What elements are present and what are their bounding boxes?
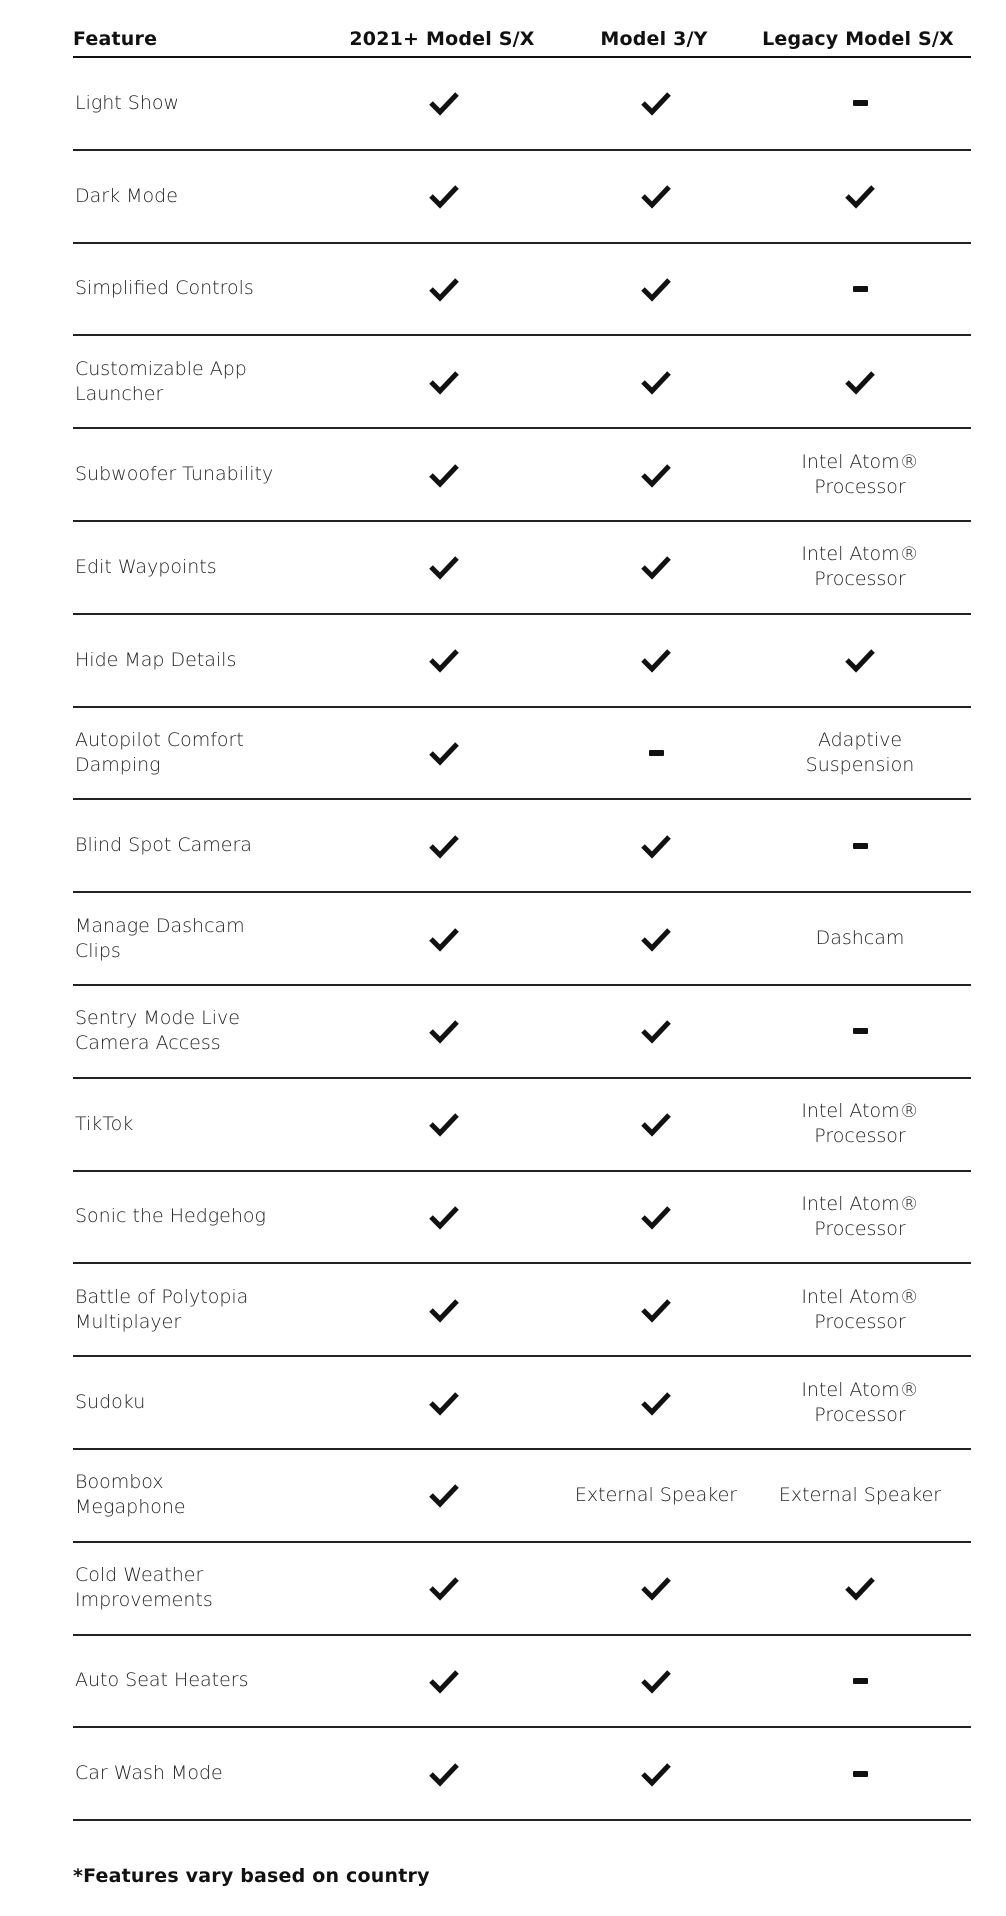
- feature-label: Light Show: [75, 91, 180, 114]
- table-row: [73, 429, 971, 522]
- cell-legacy-model-sx: [749, 1099, 971, 1149]
- cell-2021-model-sx: [325, 554, 563, 580]
- cell-2021-model-sx: [325, 1204, 563, 1230]
- checkmark-icon: [428, 369, 460, 395]
- table-row: [73, 708, 971, 801]
- table-row: [73, 1172, 971, 1265]
- cell-model-3y: [563, 183, 749, 209]
- feature-label: TikTok: [75, 1112, 134, 1135]
- checkmark-icon: [428, 1482, 460, 1508]
- table-row: [73, 1543, 971, 1636]
- feature-cell: [73, 1761, 325, 1786]
- cell-2021-model-sx: [325, 1482, 563, 1508]
- cell-model-3y: [563, 1297, 749, 1323]
- cell-model-3y: [563, 1761, 749, 1787]
- checkmark-icon: [428, 90, 460, 116]
- table-body: [73, 58, 971, 1821]
- checkmark-icon: [640, 369, 672, 395]
- feature-cell: [73, 184, 325, 209]
- feature-label: Dark Mode: [75, 184, 178, 207]
- feature-label: Autopilot Comfort Damping: [75, 728, 244, 776]
- cell-model-3y: [563, 750, 749, 756]
- table-row: [73, 336, 971, 429]
- header-2021-model-sx: 2021+ Model S/X: [349, 28, 535, 50]
- feature-cell: [73, 357, 325, 407]
- feature-cell: [73, 728, 325, 778]
- cell-legacy-model-sx: [749, 1028, 971, 1034]
- checkmark-icon: [844, 1575, 876, 1601]
- feature-label: Subwoofer Tunability: [75, 463, 274, 486]
- feature-cell: [73, 648, 325, 673]
- dash-icon: [853, 100, 868, 106]
- cell-legacy-model-sx: [749, 100, 971, 106]
- cell-model-3y: [563, 276, 749, 302]
- cell-model-3y: [563, 462, 749, 488]
- feature-label: Blind Spot Camera: [75, 834, 252, 857]
- checkmark-icon: [640, 462, 672, 488]
- feature-label: Manage Dashcam Clips: [75, 914, 245, 962]
- cell-text: Intel Atom® Processor: [801, 1378, 919, 1426]
- cell-2021-model-sx: [325, 183, 563, 209]
- cell-2021-model-sx: [325, 740, 563, 766]
- feature-cell: [73, 462, 325, 487]
- cell-legacy-model-sx: [749, 647, 971, 673]
- cell-2021-model-sx: [325, 833, 563, 859]
- cell-2021-model-sx: [325, 1018, 563, 1044]
- cell-2021-model-sx: [325, 1668, 563, 1694]
- checkmark-icon: [844, 369, 876, 395]
- checkmark-icon: [428, 1111, 460, 1137]
- cell-legacy-model-sx: [749, 286, 971, 292]
- checkmark-icon: [428, 1204, 460, 1230]
- checkmark-icon: [844, 183, 876, 209]
- cell-2021-model-sx: [325, 1111, 563, 1137]
- feature-label: Car Wash Mode: [75, 1762, 223, 1785]
- cell-legacy-model-sx: [749, 843, 971, 849]
- cell-legacy-model-sx: [749, 1285, 971, 1335]
- checkmark-icon: [428, 183, 460, 209]
- cell-2021-model-sx: [325, 369, 563, 395]
- cell-model-3y: [563, 1668, 749, 1694]
- table-row: [73, 151, 971, 244]
- cell-2021-model-sx: [325, 1575, 563, 1601]
- checkmark-icon: [428, 1668, 460, 1694]
- cell-legacy-model-sx: [749, 728, 971, 778]
- table-row: [73, 244, 971, 337]
- table-row: [73, 58, 971, 151]
- checkmark-icon: [640, 1390, 672, 1416]
- cell-text: External Speaker: [574, 1484, 738, 1507]
- cell-2021-model-sx: [325, 926, 563, 952]
- checkmark-icon: [428, 276, 460, 302]
- header-feature: Feature: [73, 27, 158, 50]
- cell-model-3y: [563, 926, 749, 952]
- cell-text: External Speaker: [778, 1483, 942, 1506]
- table-row: [73, 986, 971, 1079]
- cell-2021-model-sx: [325, 276, 563, 302]
- checkmark-icon: [640, 276, 672, 302]
- checkmark-icon: [428, 833, 460, 859]
- checkmark-icon: [428, 1297, 460, 1323]
- feature-cell: [73, 276, 325, 301]
- checkmark-icon: [640, 1204, 672, 1230]
- cell-2021-model-sx: [325, 462, 563, 488]
- cell-text: Adaptive Suspension: [805, 728, 915, 776]
- cell-legacy-model-sx: [749, 450, 971, 500]
- checkmark-icon: [640, 926, 672, 952]
- cell-model-3y: [563, 833, 749, 859]
- cell-model-3y: [563, 90, 749, 116]
- cell-2021-model-sx: [325, 1390, 563, 1416]
- cell-text: Intel Atom® Processor: [801, 1192, 919, 1240]
- cell-2021-model-sx: [325, 647, 563, 673]
- checkmark-icon: [640, 1761, 672, 1787]
- cell-legacy-model-sx: [749, 542, 971, 592]
- checkmark-icon: [640, 1575, 672, 1601]
- checkmark-icon: [844, 647, 876, 673]
- dash-icon: [853, 286, 868, 292]
- feature-label: Cold Weather Improvements: [75, 1564, 213, 1612]
- checkmark-icon: [428, 1761, 460, 1787]
- cell-legacy-model-sx: [749, 1483, 971, 1508]
- feature-cell: [73, 1390, 325, 1415]
- table-header: [73, 22, 971, 58]
- checkmark-icon: [640, 647, 672, 673]
- cell-legacy-model-sx: [749, 183, 971, 209]
- cell-legacy-model-sx: [749, 926, 971, 951]
- dash-icon: [853, 1771, 868, 1777]
- cell-legacy-model-sx: [749, 1575, 971, 1601]
- checkmark-icon: [428, 1575, 460, 1601]
- cell-model-3y: [563, 1484, 749, 1506]
- feature-cell: [73, 1112, 325, 1137]
- cell-text: Intel Atom® Processor: [801, 1100, 919, 1148]
- checkmark-icon: [428, 554, 460, 580]
- feature-cell: [73, 914, 325, 964]
- checkmark-icon: [428, 740, 460, 766]
- feature-comparison-table: [73, 22, 971, 1821]
- table-row: [73, 1079, 971, 1172]
- checkmark-icon: [428, 1390, 460, 1416]
- table-row: [73, 1264, 971, 1357]
- feature-label: Simplified Controls: [75, 277, 254, 300]
- feature-cell: [73, 1204, 325, 1229]
- cell-model-3y: [563, 1390, 749, 1416]
- feature-cell: [73, 1668, 325, 1693]
- cell-model-3y: [563, 369, 749, 395]
- checkmark-icon: [428, 462, 460, 488]
- cell-model-3y: [563, 1204, 749, 1230]
- feature-label: Customizable App Launcher: [75, 357, 247, 405]
- cell-legacy-model-sx: [749, 1192, 971, 1242]
- dash-icon: [649, 750, 664, 756]
- feature-label: Boombox Megaphone: [75, 1471, 186, 1519]
- feature-label: Sonic the Hedgehog: [75, 1205, 266, 1228]
- checkmark-icon: [640, 1111, 672, 1137]
- cell-model-3y: [563, 1018, 749, 1044]
- cell-model-3y: [563, 1575, 749, 1601]
- feature-cell: [73, 1563, 325, 1613]
- feature-label: Edit Waypoints: [75, 555, 217, 578]
- cell-2021-model-sx: [325, 1761, 563, 1787]
- checkmark-icon: [640, 90, 672, 116]
- table-row: [73, 1636, 971, 1729]
- feature-cell: [73, 555, 325, 580]
- table-row: [73, 1450, 971, 1543]
- feature-cell: [73, 1006, 325, 1056]
- cell-legacy-model-sx: [749, 1378, 971, 1428]
- feature-label: Hide Map Details: [75, 648, 237, 671]
- feature-label: Auto Seat Heaters: [75, 1669, 249, 1692]
- cell-text: Intel Atom® Processor: [801, 543, 919, 591]
- cell-legacy-model-sx: [749, 369, 971, 395]
- feature-label: Sentry Mode Live Camera Access: [75, 1007, 240, 1055]
- checkmark-icon: [640, 183, 672, 209]
- feature-cell: [73, 1285, 325, 1335]
- table-row: [73, 1357, 971, 1450]
- cell-model-3y: [563, 647, 749, 673]
- cell-text: Intel Atom® Processor: [801, 1285, 919, 1333]
- feature-label: Battle of Polytopia Multiplayer: [75, 1285, 249, 1333]
- checkmark-icon: [640, 1297, 672, 1323]
- checkmark-icon: [428, 647, 460, 673]
- feature-cell: [73, 91, 325, 116]
- checkmark-icon: [640, 554, 672, 580]
- dash-icon: [853, 843, 868, 849]
- cell-text: Intel Atom® Processor: [801, 450, 919, 498]
- cell-2021-model-sx: [325, 1297, 563, 1323]
- feature-cell: [73, 833, 325, 858]
- checkmark-icon: [428, 926, 460, 952]
- table-row: [73, 800, 971, 893]
- cell-legacy-model-sx: [749, 1678, 971, 1684]
- table-row: [73, 615, 971, 708]
- cell-model-3y: [563, 1111, 749, 1137]
- checkmark-icon: [640, 1668, 672, 1694]
- header-legacy-model-sx: Legacy Model S/X: [762, 27, 954, 50]
- feature-cell: [73, 1470, 325, 1520]
- feature-label: Sudoku: [75, 1391, 146, 1414]
- dash-icon: [853, 1678, 868, 1684]
- cell-2021-model-sx: [325, 90, 563, 116]
- header-model-3y: Model 3/Y: [600, 28, 708, 50]
- cell-model-3y: [563, 554, 749, 580]
- checkmark-icon: [428, 1018, 460, 1044]
- dash-icon: [853, 1028, 868, 1034]
- table-row: [73, 522, 971, 615]
- checkmark-icon: [640, 833, 672, 859]
- cell-legacy-model-sx: [749, 1771, 971, 1777]
- table-row: [73, 893, 971, 986]
- footnote: *Features vary based on country: [73, 1865, 430, 1887]
- cell-text: Dashcam: [815, 927, 905, 950]
- checkmark-icon: [640, 1018, 672, 1044]
- table-row: [73, 1728, 971, 1821]
